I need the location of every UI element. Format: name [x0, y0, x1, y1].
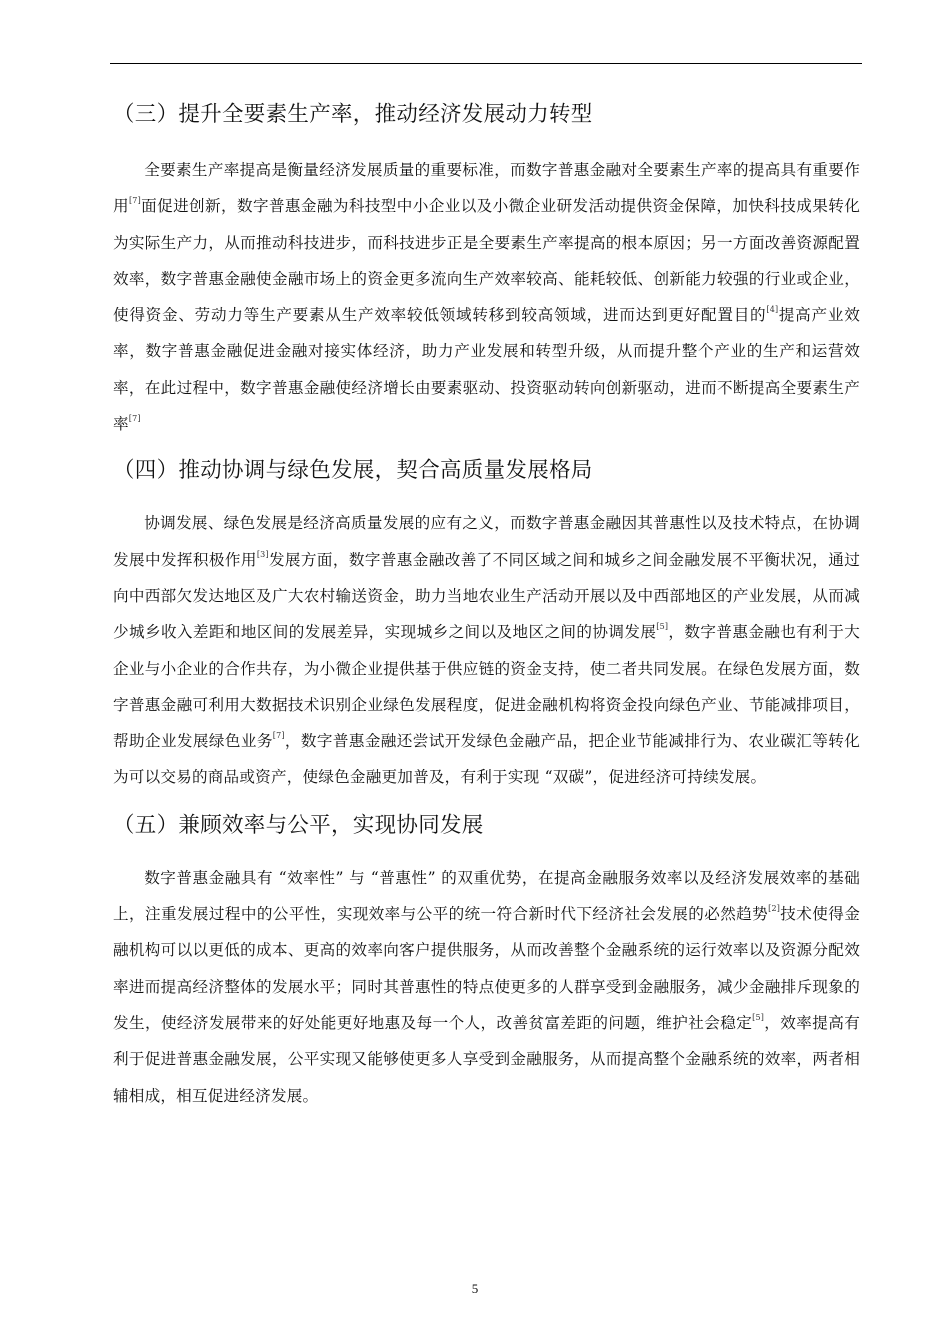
section-heading-4: （四）推动协调与绿色发展，契合高质量发展格局: [113, 458, 593, 484]
text-run: 协调发展、绿色发展是经济高质量发展的应有之义，而数字普惠金融因其普惠性以及技术特点，在协调发展中发挥积极作用: [113, 514, 860, 569]
text-run: ，数字普惠金融还尝试开发绿色金融产品，把企业节能减排行为、农业碳汇等转化为可以交易的商品或资产，使绿色金融更加普及，有利于实现 “双碳”，促进经济可持续发展。: [113, 732, 860, 787]
page-number: 5: [471, 1281, 479, 1296]
text-run: ，效率提高有利于促进普惠金融发展，公平实现又能够使更多人享受到金融服务，从而提高整个金融系统的效率，两者相辅相成，相互促进经济发展。: [113, 1013, 860, 1105]
text-run: 数字普惠金融具有 “效率性” 与 “普惠性” 的双重优势，在提高金融服务效率以及经济发展效率的基础上，注重发展过程中的公平性，实现效率与公平的统一符合新时代下经济社会发展的必然趋势: [113, 868, 860, 924]
text-run: 面促进创新，数字普惠金融为科技型中小企业以及小微企业研发活动提供资金保障，加快科技成果转化为实际生产力，从而推动科技进步，而科技进步正是全要素生产率提高的根本原因；另一方面改善资源配置效率，数字普惠金融使金融市场上的资金更多流向生产效率较高、能耗较低、创新能力较强的行业或企业，使得资金、劳动力等生产要素从生产效率较低领域转移到较高领域，进而达到更好配置目的: [113, 197, 860, 325]
text-run: 技术使得金融机构可以以更低的成本、更高的效率向客户提供服务，从而改善整个金融系统的运行效率以及资源分配效率进而提高经济整体的发展水平；同时其普惠性的特点使更多的人群享受到金融服务，减少金融排斥现象的发生，使经济发展带来的好处能更好地惠及每一个人，改善贫富差距的问题，维护社会稳定: [113, 905, 860, 1032]
header-rule: [110, 63, 862, 64]
section-paragraph-4: [113, 505, 860, 795]
citation-ref: [5]: [656, 622, 669, 632]
section-paragraph-3: [113, 152, 860, 442]
text-run: 提高产业效率，数字普惠金融促进金融对接实体经济，助力产业发展和转型升级，从而提升整个产业的生产和运营效率，在此过程中，数字普惠金融使经济增长由要素驱动、投资驱动转向创新驱动，进而不断提高全要素生产率: [113, 306, 860, 434]
text-run: 全要素生产率提高是衡量经济发展质量的重要标准，而数字普惠金融对全要素生产率的提高具有重要作用: [113, 161, 860, 216]
citation-ref: [7]: [272, 731, 285, 741]
citation-ref: [2]: [768, 904, 781, 914]
section-heading-5: （五）兼顾效率与公平，实现协同发展: [113, 812, 484, 838]
text-run: 发展方面，数字普惠金融改善了不同区域之间和城乡之间金融发展不平衡状况，通过向中西部欠发达地区及广大农村输送资金，助力当地农业生产活动开展以及中西部地区的产业发展，从而减少城乡收入差距和地区间的发展差异，实现城乡之间以及地区之间的协调发展: [113, 550, 860, 642]
citation-ref: [5]: [752, 1012, 765, 1022]
section-paragraph-5: [113, 860, 860, 1114]
citation-ref: [7]: [128, 414, 141, 424]
section-heading-3: （三）提升全要素生产率，推动经济发展动力转型: [113, 102, 593, 127]
page-body: [113, 98, 860, 1114]
text-run: ，数字普惠金融也有利于大企业与小企业的合作共存，为小微企业提供基于供应链的资金支持，使二者共同发展。在绿色发展方面，数字普惠金融可利用大数据技术识别企业绿色发展程度，促进金融机构将资金投向绿色产业、节能减排项目，帮助企业发展绿色业务: [113, 623, 860, 751]
citation-ref: [4]: [766, 305, 779, 315]
citation-ref: [7]: [128, 196, 141, 206]
citation-ref: [3]: [256, 549, 269, 559]
